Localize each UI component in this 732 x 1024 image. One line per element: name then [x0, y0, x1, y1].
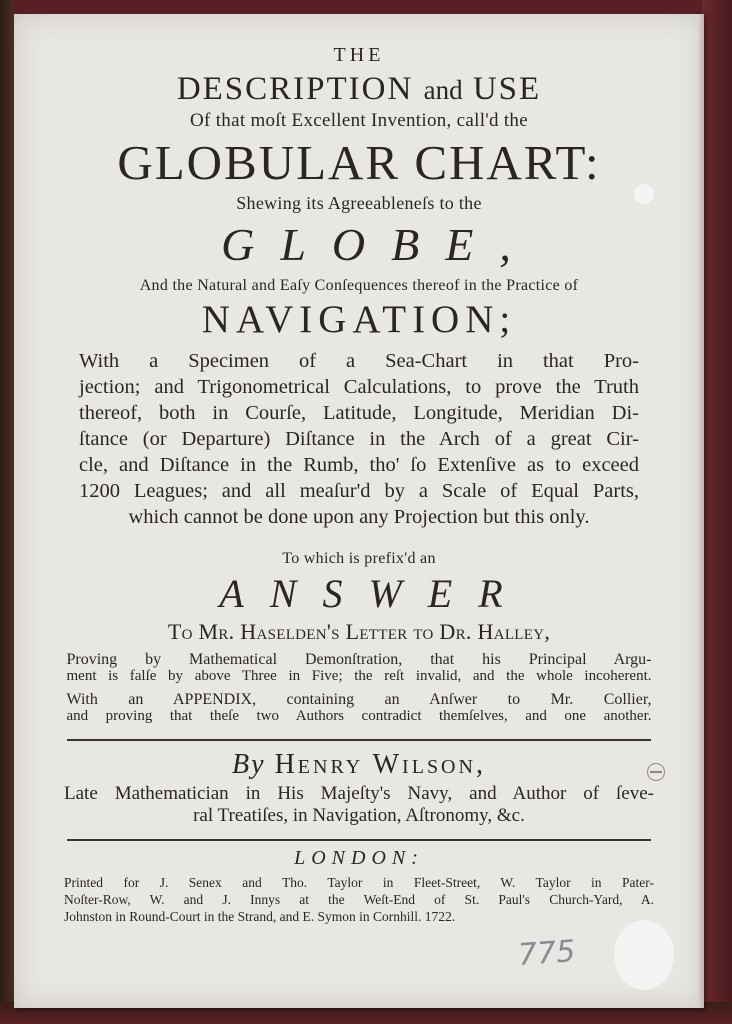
paper-stain: [614, 920, 674, 990]
binding-backdrop-left: [0, 0, 14, 1024]
heading-globular-chart: GLOBULAR CHART:: [117, 135, 601, 190]
imprint-paragraph: [64, 874, 654, 925]
author-credentials: [64, 783, 654, 827]
imprint-line: Johnston in Round-Court in the Strand, and E. Symon in Cornhill. 1722.: [64, 909, 456, 924]
title-page: [14, 14, 704, 1008]
paragraph-line: thereof, both in Courſe, Latitude, Longitude, Meridian Di-: [79, 402, 639, 424]
divider-rule: [67, 839, 651, 841]
paper-stain: [634, 184, 654, 204]
paragraph-line: With a Specimen of a Sea-Chart in that Pro-: [79, 350, 639, 372]
pencil-annotation: 775: [516, 934, 577, 973]
subtitle-letter-to-halley: To Mr. Haselden's Letter to Dr. Halley,: [167, 619, 551, 644]
subtitle-of-invention: Of that moſt Excellent Invention, call'd the: [190, 110, 528, 131]
imprint-line: Noſter-Row, W. and J. Innys at the Weſt-End of St. Paul's Church-Yard, A.: [64, 892, 654, 907]
heading-description-and: and: [423, 75, 463, 105]
divider-rule: [67, 739, 651, 741]
heading-the: THE: [333, 44, 385, 66]
imprint-london: LONDON:: [294, 847, 424, 869]
paragraph-line: jection; and Trigonometrical Calculations, to prove the Truth: [79, 376, 639, 398]
appendix-paragraph: [67, 691, 652, 725]
heading-globe: GLOBE,: [221, 219, 537, 270]
paragraph-line: cle, and Diſtance in the Rumb, tho' ſo Extenſive as to exceed: [79, 454, 639, 476]
paragraph-line: Proving by Mathematical Demonſtration, that his Principal Argu-: [66, 651, 652, 668]
page-edge: [698, 14, 704, 1008]
heading-answer: ANSWER: [219, 571, 529, 616]
paragraph-line: ment is falſe by above Three in Five; the reſt invalid, and the whole incoherent.: [66, 668, 652, 684]
subtitle-natural-consequences: And the Natural and Eaſy Conſequences thereof in the Practice of: [139, 277, 579, 294]
author-name: Henry Wilson,: [274, 749, 486, 780]
credentials-line: ral Treatiſes, in Navigation, Aſtronomy, &c.: [193, 805, 525, 826]
paragraph-line: which cannot be done upon any Projection but this only.: [128, 506, 590, 528]
author-line: [14, 749, 704, 781]
heading-description-use: USE: [472, 71, 542, 107]
imprint-line: Printed for J. Senex and Tho. Taylor in Fleet-Street, W. Taylor in Pater-: [64, 875, 654, 890]
author-by: By: [232, 749, 266, 780]
heading-description: [14, 71, 704, 108]
paragraph-line: 1200 Leagues; and all meaſur'd by a Scale of Equal Parts,: [79, 480, 639, 502]
heading-description-word: DESCRIPTION: [176, 71, 414, 107]
ink-mark-icon: [647, 763, 665, 781]
credentials-line: Late Mathematician in His Majeſty's Navy, and Author of ſeve-: [64, 783, 654, 804]
proving-paragraph: [67, 651, 652, 685]
paragraph-line: and proving that theſe two Authors contradict themſelves, and one another.: [66, 708, 652, 724]
prefix-line: To which is prefix'd an: [282, 550, 436, 567]
paragraph-line: ſtance (or Departure) Diſtance in the Arch of a great Cir-: [79, 428, 639, 450]
paragraph-line: With an APPENDIX, containing an Anſwer to Mr. Collier,: [66, 691, 652, 708]
subtitle-shewing: Shewing its Agreeableneſs to the: [236, 193, 482, 213]
cloth-backdrop-right: [702, 0, 732, 1024]
heading-navigation: NAVIGATION;: [201, 298, 517, 341]
specimen-paragraph: [79, 348, 639, 530]
